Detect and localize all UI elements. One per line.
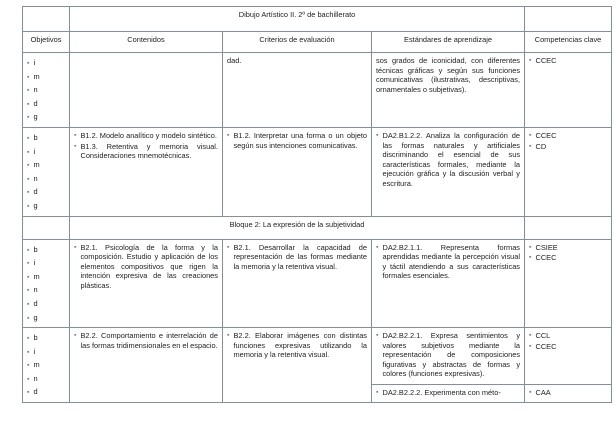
estandares-cell: sos grados de iconicidad, con diferentes técnicas gráficas y según sus funciones comunicativas (ilustrativas, descriptivas, ornamentales o subjetivas). [372, 53, 525, 128]
table-corner [23, 7, 70, 32]
competencias-cell: ▪ CCEC ▪ CD [525, 127, 612, 216]
table-row [23, 328, 612, 385]
competencias-cell: ▪ CCEC [525, 53, 612, 128]
block-corner-right [525, 216, 612, 239]
objetivos-cell [23, 239, 70, 328]
contenidos-cell: ▪ B1.2. Modelo analítico y modelo sintético. ▪ B1.3. Retentiva y memoria visual. Consideraciones mnemotécnicas. [70, 127, 223, 216]
header-competencias: Competencias clave [525, 32, 612, 53]
estandares-cell: ▪ DA2.B2.2.2. Experimenta con méto- [372, 385, 525, 403]
objetivos-cell [23, 328, 70, 403]
list-item: ▪ b [27, 244, 38, 254]
list-item: ▪ g [27, 112, 38, 122]
table-row [23, 127, 612, 216]
list-item: ▪ i [27, 346, 36, 356]
estandares-cell: ▪ DA2.B2.1.1. Representa formas aprendidas mediante la percepción visual y táctil atendiendo a sus características formales esenciales. [372, 239, 525, 328]
competencias-cell: ▪ CAA [525, 385, 612, 403]
list-item: ▪ d [27, 98, 38, 108]
header-objetivos: Objetivos [23, 32, 70, 53]
criterios-cell: ▪ B1.2. Interpretar una forma o un objeto según sus intenciones comunicativas. [223, 127, 372, 216]
contenidos-cell [70, 53, 223, 128]
contenidos-cell: ▪ B2.2. Comportamiento e interrelación de las formas tridimensionales en el espacio. [70, 328, 223, 403]
list-item: ▪ g [27, 200, 38, 210]
list-item: ▪ n [27, 173, 38, 183]
list-item: ▪ b [27, 333, 38, 343]
header-criterios: Criterios de evaluación [223, 32, 372, 53]
criterios-cell: ▪ B2.2. Elaborar imágenes con distintas funciones expresivas utilizando la memoria y la retentiva visual. [223, 328, 372, 403]
list-item: ▪ b [27, 132, 38, 142]
list-item: ▪ i [27, 146, 36, 156]
list-item: ▪ d [27, 298, 38, 308]
list-item: ▪ m [27, 71, 40, 81]
list-item: ▪ n [27, 85, 38, 95]
criterios-cell: ▪ B2.1. Desarrollar la capacidad de representación de las formas mediante la memoria y la retentiva visual. [223, 239, 372, 328]
criterios-cell: dad. [223, 53, 372, 128]
contenidos-cell: ▪ B2.1. Psicología de la forma y la composición. Estudio y aplicación de los elementos compositivos que rigen la intención expresiva de las creaciones plásticas. [70, 239, 223, 328]
estandares-cell: ▪ DA2.B2.2.1. Expresa sentimientos y valores subjetivos mediante la representación de composiciones figurativas y abstractas de formas y colores (funciones expresivas). [372, 328, 525, 385]
estandares-cell: ▪ DA2.B1.2.2. Analiza la configuración de las formas naturales y artificiales discriminando el esencial de sus características formales, mediante la ejecución gráfica y la discusión verbal y escritura. [372, 127, 525, 216]
list-item: ▪ i [27, 58, 36, 67]
table-title: Dibujo Artístico II. 2º de bachillerato [70, 7, 525, 32]
curriculum-table [22, 6, 612, 403]
list-item: ▪ d [27, 187, 38, 197]
list-item: ▪ n [27, 285, 38, 295]
block-title: Bloque 2: La expresión de la subjetividad [70, 216, 525, 239]
list-item: ▪ n [27, 373, 38, 383]
list-item: ▪ m [27, 160, 40, 170]
table-row [23, 239, 612, 328]
list-item: ▪ i [27, 258, 36, 268]
header-contenidos: Contenidos [70, 32, 223, 53]
list-item: ▪ g [27, 312, 38, 322]
objetivos-cell [23, 127, 70, 216]
table-row [23, 53, 612, 128]
objetivos-cell [23, 53, 70, 128]
table-corner-right [525, 7, 612, 32]
list-item: ▪ m [27, 271, 40, 281]
block-corner [23, 216, 70, 239]
competencias-cell: ▪ CSIEE ▪ CCEC [525, 239, 612, 328]
header-estandares: Estándares de aprendizaje [372, 32, 525, 53]
list-item: ▪ m [27, 360, 40, 370]
list-item: ▪ d [27, 387, 38, 397]
competencias-cell: ▪ CCL ▪ CCEC [525, 328, 612, 385]
